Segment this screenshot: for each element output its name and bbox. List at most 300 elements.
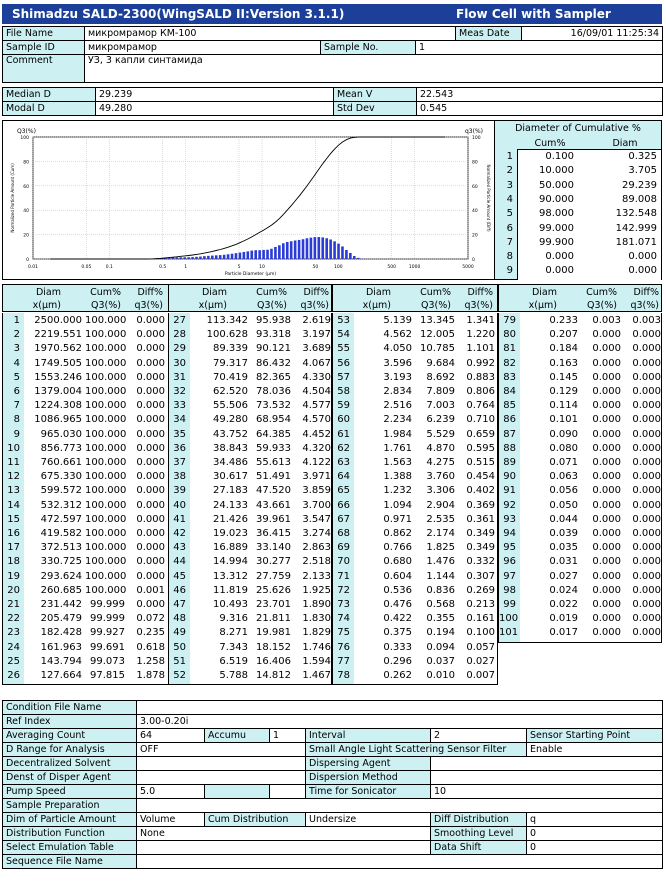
table-row [169, 626, 331, 640]
row-index: 56 [333, 357, 352, 371]
emul-label: Select Emulation Table [3, 841, 137, 855]
diam-header-1: Diam [365, 287, 391, 298]
diam-value: 205.479 [40, 613, 82, 625]
x-tick-label: 1 [184, 265, 188, 270]
diam-value: 0.163 [549, 357, 578, 369]
cum-value: 1.144 [426, 570, 455, 582]
cum-value: 100.000 [85, 428, 127, 440]
diff-value: 3.274 [302, 528, 331, 539]
table-row [169, 612, 331, 626]
diff-bar [266, 250, 269, 259]
diff-value: 0.000 [632, 485, 661, 497]
diam-value: 0.031 [549, 556, 578, 568]
d-range-label: D Range for Analysis [3, 743, 137, 757]
cum-value: 100.000 [85, 570, 127, 582]
cum-value: 59.933 [256, 442, 291, 454]
cum-row-diam: 0.325 [577, 151, 657, 163]
diff-bar [274, 247, 277, 259]
cum-value: 0.000 [592, 386, 621, 397]
diam-value: 0.145 [549, 371, 578, 383]
cum-value: 21.811 [256, 613, 291, 625]
row-index: 7 [3, 399, 22, 413]
diff-value: 0.764 [466, 400, 495, 412]
small-angle-label: Small Angle Light Scattering Sensor Filter [306, 743, 527, 757]
table-row [499, 342, 661, 356]
table-row [499, 442, 661, 456]
y-left-label: Q3(%) [17, 128, 36, 135]
cum-value: 100.000 [85, 343, 127, 355]
diam-value: 0.080 [549, 442, 578, 454]
row-index: 11 [3, 456, 22, 470]
diff-value: 1.220 [466, 329, 495, 341]
diff-bar [243, 252, 246, 259]
row-index: 46 [169, 584, 188, 598]
cum-value: 43.661 [256, 499, 291, 511]
diff-value: 1.101 [466, 343, 495, 355]
smooth-value: 0 [527, 827, 663, 841]
diam-value: 293.624 [40, 570, 82, 582]
sample-no-label: Sample No. [321, 41, 416, 55]
y-left-tick-label: 100 [20, 136, 29, 141]
cum-value: 64.385 [256, 428, 291, 440]
table-row [499, 555, 661, 569]
row-index: 55 [333, 342, 352, 356]
diff-value: 0.000 [632, 428, 661, 440]
row-index: 73 [333, 598, 352, 612]
table-row [169, 399, 331, 413]
diff-value: 0.806 [466, 386, 495, 397]
table-row [169, 470, 331, 484]
cum-row-diam: 142.999 [577, 223, 657, 235]
d-range-value: OFF [137, 743, 306, 757]
plot-area [33, 137, 468, 259]
diff-value: 1.341 [466, 315, 495, 326]
table-row [499, 484, 661, 498]
cum-value: 100.000 [85, 386, 127, 397]
cum-value: 0.000 [592, 371, 621, 383]
cum-row [495, 265, 663, 277]
table-row [333, 626, 497, 640]
diff-value: 3.971 [302, 471, 331, 483]
diam-value: 0.233 [549, 315, 578, 326]
diff-value: 0.000 [136, 428, 165, 440]
diff-bar [294, 240, 297, 259]
cum-value: 0.000 [592, 627, 621, 639]
cum-row-percent: 0.000 [519, 251, 574, 263]
row-index: 65 [333, 484, 352, 498]
diff-value: 0.000 [632, 343, 661, 355]
accumu-label: Accumu [205, 729, 270, 743]
diff-header-1: Diff% [633, 287, 659, 298]
small-angle-value: Enable [527, 743, 663, 757]
table-row [499, 584, 661, 598]
diff-value: 0.161 [466, 613, 495, 625]
table-row [169, 442, 331, 456]
row-index: 49 [169, 626, 188, 640]
cum-value: 0.000 [592, 528, 621, 539]
diam-value: 38.843 [213, 442, 248, 454]
diff-bar [239, 253, 242, 259]
x-axis-label: Particle Diameter (μm) [224, 272, 277, 277]
row-index: 68 [333, 527, 352, 541]
table-row [333, 584, 497, 598]
cum-row [495, 208, 663, 220]
table-row [333, 328, 497, 342]
cum-value: 73.532 [256, 400, 291, 412]
info-table [2, 26, 663, 83]
diff-value: 2.133 [302, 570, 331, 582]
diam-value: 1.984 [383, 428, 412, 440]
cum-value: 100.000 [85, 400, 127, 412]
x-tick-label: 100 [334, 265, 343, 270]
diff-value: 4.330 [302, 371, 331, 383]
diam-value: 0.476 [383, 599, 412, 610]
diff-value: 0.515 [466, 457, 495, 468]
table-row [3, 470, 169, 484]
diff-bar [329, 239, 332, 259]
dist-block-1 [2, 284, 170, 697]
cum-row-percent: 99.000 [519, 223, 574, 235]
cum-value: 100.000 [85, 542, 127, 554]
table-row [499, 626, 661, 640]
mode-title: Flow Cell with Sampler [456, 7, 611, 21]
diam-value: 0.024 [549, 584, 578, 596]
row-index: 20 [3, 584, 22, 598]
diam-value: 11.819 [213, 584, 248, 596]
table-row [499, 371, 661, 385]
diam-value: 0.971 [383, 513, 412, 525]
diff-bar [318, 237, 321, 259]
cum-header-2: Q3(%) [421, 300, 451, 311]
cum-value: 0.568 [426, 599, 455, 610]
diam-value: 1.563 [383, 457, 412, 468]
cum-value: 100.000 [85, 584, 127, 596]
row-index: 72 [333, 584, 352, 598]
row-index: 31 [169, 371, 188, 385]
diam-value: 6.519 [219, 655, 248, 667]
modal-label: Modal D [3, 102, 96, 116]
title-bar [2, 4, 662, 24]
diam-value: 0.862 [383, 528, 412, 539]
smooth-label: Smoothing Level [431, 827, 527, 841]
cum-value: 2.174 [426, 528, 455, 539]
interval-value: 2 [431, 729, 527, 743]
table-row [169, 513, 331, 527]
cum-row-percent: 50.000 [519, 180, 574, 192]
diam-value: 0.022 [549, 599, 578, 610]
diff-bar [302, 239, 305, 259]
row-index: 67 [333, 513, 352, 527]
row-index: 13 [3, 484, 22, 498]
diff-value: 0.000 [136, 414, 165, 426]
table-row [3, 428, 169, 442]
cum-row-percent: 99.900 [519, 237, 574, 249]
diff-value: 0.000 [632, 584, 661, 596]
diam-value: 113.342 [206, 315, 248, 326]
cum-value: 8.692 [426, 371, 455, 383]
diff-header-1: Diff% [467, 287, 493, 298]
table-row [333, 570, 497, 584]
diam-value: 0.333 [383, 641, 412, 653]
cum-value: 68.954 [256, 414, 291, 426]
diff-value: 0.618 [136, 641, 165, 653]
cum-value: 0.000 [592, 613, 621, 625]
diam-value: 8.271 [219, 627, 248, 639]
decent-solvent-label: Decentralized Solvent [3, 757, 137, 771]
row-index: 70 [333, 555, 352, 569]
diff-bar [183, 257, 186, 259]
table-row [499, 612, 661, 626]
diff-value: 0.000 [632, 400, 661, 412]
row-index: 5 [3, 371, 22, 385]
table-row [333, 413, 497, 427]
cum-row [495, 151, 663, 163]
row-index: 23 [3, 626, 22, 640]
cum-value: 0.355 [426, 613, 455, 625]
diam-value: 1086.965 [34, 414, 82, 426]
cum-value: 0.000 [592, 556, 621, 568]
table-row [169, 413, 331, 427]
cum-value: 0.000 [592, 457, 621, 468]
diff-value: 4.504 [302, 386, 331, 397]
diam-value: 0.207 [549, 329, 578, 341]
diff-bar [199, 257, 202, 259]
table-row [169, 385, 331, 399]
cum-value: 95.938 [256, 315, 291, 326]
cum-value: 78.036 [256, 386, 291, 397]
row-index: 94 [499, 527, 518, 541]
cum-header-2: Q3(%) [257, 300, 287, 311]
table-row [169, 484, 331, 498]
diff-value: 2.863 [302, 542, 331, 554]
diam-value: 4.562 [383, 329, 412, 341]
table-row [333, 385, 497, 399]
diff-bar [195, 257, 198, 259]
diff-value: 0.000 [136, 329, 165, 341]
median-value: 29.239 [96, 88, 334, 102]
diam-value: 0.063 [549, 471, 578, 483]
cum-value: 100.000 [85, 528, 127, 539]
diff-value: 0.000 [632, 357, 661, 369]
table-row [169, 598, 331, 612]
row-index: 30 [169, 357, 188, 371]
row-index: 86 [499, 413, 518, 427]
cum-row-percent: 10.000 [519, 165, 574, 177]
dist-block-3 [332, 284, 498, 697]
row-index: 24 [3, 641, 22, 655]
diff-value: 0.361 [466, 513, 495, 525]
diff-bar [191, 257, 194, 259]
diff-value: 1.467 [302, 670, 331, 681]
row-index: 26 [3, 669, 22, 683]
diam-value: 0.019 [549, 613, 578, 625]
cum-value: 100.000 [85, 485, 127, 497]
x-tick-label: 5 [237, 265, 241, 270]
diff-value: 0.349 [466, 542, 495, 554]
row-index: 52 [169, 669, 188, 683]
diam-value: 2219.551 [34, 329, 82, 341]
pump-speed-value: 5.0 [137, 785, 205, 799]
cum-row-diam: 181.071 [577, 237, 657, 249]
diam-value: 27.183 [213, 485, 248, 497]
cum-value: 2.904 [426, 499, 455, 511]
diam-value: 965.030 [40, 428, 82, 440]
dim-value: Volume [137, 813, 205, 827]
table-row [499, 385, 661, 399]
row-index: 25 [3, 655, 22, 669]
diam-value: 599.572 [40, 485, 82, 497]
diff-bar [321, 237, 324, 259]
table-row [499, 541, 661, 555]
shift-value: 0 [527, 841, 663, 855]
diff-value: 4.452 [302, 428, 331, 440]
table-row [333, 470, 497, 484]
diff-value: 0.000 [632, 613, 661, 625]
diff-bar [337, 244, 340, 259]
diff-bar [207, 256, 210, 259]
diff-bar [278, 245, 281, 259]
x-tick-label: 1000 [408, 265, 421, 270]
row-index: 92 [499, 499, 518, 513]
row-index: 57 [333, 371, 352, 385]
table-row [333, 371, 497, 385]
diff-bar [298, 240, 301, 259]
interval-label: Interval [306, 729, 431, 743]
table-row [169, 314, 331, 328]
diff-bar [247, 251, 250, 259]
cum-value: 4.275 [426, 457, 455, 468]
cum-value: 5.529 [426, 428, 455, 440]
diff-value: 4.320 [302, 442, 331, 454]
dist-block-header [2, 284, 170, 312]
cum-value: 0.000 [592, 400, 621, 412]
table-row [499, 598, 661, 612]
table-row [169, 328, 331, 342]
diff-value: 0.659 [466, 428, 495, 440]
diam-value: 0.044 [549, 513, 578, 525]
diff-bar [325, 238, 328, 259]
row-index: 21 [3, 598, 22, 612]
diff-dist-value: q [527, 813, 663, 827]
y-right-tick-label: 100 [472, 136, 481, 141]
diff-value: 0.332 [466, 556, 495, 568]
diff-value: 3.197 [302, 329, 331, 341]
row-index: 59 [333, 399, 352, 413]
row-index: 4 [3, 357, 22, 371]
cum-value: 2.535 [426, 513, 455, 525]
distribution-chart [2, 120, 495, 280]
diff-value: 0.000 [632, 513, 661, 525]
diam-value: 5.139 [383, 315, 412, 326]
diff-value: 0.003 [632, 315, 661, 326]
diff-bar [306, 238, 309, 259]
cum-table-title: Diameter of Cumulative % [515, 123, 641, 134]
cum-value: 0.000 [592, 329, 621, 341]
cum-row-diam: 0.000 [577, 265, 657, 277]
row-index: 97 [499, 570, 518, 584]
diff-value: 0.307 [466, 570, 495, 582]
diff-value: 0.235 [136, 627, 165, 639]
cum-value: 6.239 [426, 414, 455, 426]
cum-dist-label: Cum Distribution [205, 813, 306, 827]
diam-value: 0.071 [549, 457, 578, 468]
cum-row-index: 4 [506, 193, 513, 205]
cum-value: 100.000 [85, 357, 127, 369]
diff-value: 0.000 [136, 485, 165, 497]
diam-value: 0.017 [549, 627, 578, 639]
diam-value: 372.513 [40, 542, 82, 554]
cum-value: 1.825 [426, 542, 455, 554]
cum-value: 0.000 [592, 442, 621, 454]
diff-dist-label: Diff Distribution [431, 813, 527, 827]
row-index: 75 [333, 626, 352, 640]
cum-header-1: Cum% [586, 287, 617, 298]
table-row [3, 541, 169, 555]
file-name-label: File Name [3, 27, 85, 41]
table-row [333, 527, 497, 541]
diam-value: 2500.000 [34, 315, 82, 326]
diam-value: 182.428 [40, 627, 82, 639]
cum-row-diam: 132.548 [577, 208, 657, 220]
diam-value: 7.343 [219, 641, 248, 653]
diff-value: 0.001 [136, 584, 165, 596]
cum-value: 36.415 [256, 528, 291, 539]
diff-value: 0.000 [136, 499, 165, 511]
std-value: 0.545 [417, 102, 663, 116]
row-index: 27 [169, 314, 188, 328]
y-right-tick-label: 20 [472, 233, 478, 239]
diff-value: 0.000 [136, 513, 165, 525]
cum-row-index: 2 [506, 165, 513, 177]
diff-value: 0.072 [136, 613, 165, 625]
diff-bar [258, 250, 261, 259]
table-row [3, 626, 169, 640]
cum-row-index: 3 [506, 179, 513, 191]
table-row [3, 413, 169, 427]
x-tick-label: 0.01 [27, 265, 39, 270]
cum-row [495, 165, 663, 177]
diam-value: 0.050 [549, 499, 578, 511]
diff-value: 0.000 [632, 556, 661, 568]
diff-header-2: q3(%) [300, 300, 329, 311]
cum-value: 100.000 [85, 329, 127, 341]
diff-value: 1.594 [302, 655, 331, 667]
diam-value: 675.330 [40, 471, 82, 483]
diam-header-2: x(μm) [198, 300, 227, 311]
row-index: 81 [499, 342, 518, 356]
table-row [333, 655, 497, 669]
diam-value: 532.312 [40, 499, 82, 511]
table-row [3, 555, 169, 569]
row-index: 58 [333, 385, 352, 399]
diam-value: 70.419 [213, 371, 248, 383]
row-index: 95 [499, 541, 518, 555]
diam-value: 30.617 [213, 471, 248, 483]
y-left-tick-label: 0 [26, 258, 29, 263]
table-row [3, 669, 169, 683]
pump-speed-label: Pump Speed [3, 785, 137, 799]
cum-value: 99.927 [90, 627, 125, 639]
row-index: 77 [333, 655, 352, 669]
diam-value: 5.788 [219, 670, 248, 681]
seq-label: Sequence File Name [3, 855, 137, 869]
diff-value: 0.000 [136, 400, 165, 412]
diff-value: 0.000 [136, 570, 165, 582]
diam-header-1: Diam [35, 287, 61, 298]
dist-fn-label: Distribution Function [3, 827, 137, 841]
sample-id-value: микромрамор [85, 41, 321, 55]
cum-value: 18.152 [256, 641, 291, 653]
